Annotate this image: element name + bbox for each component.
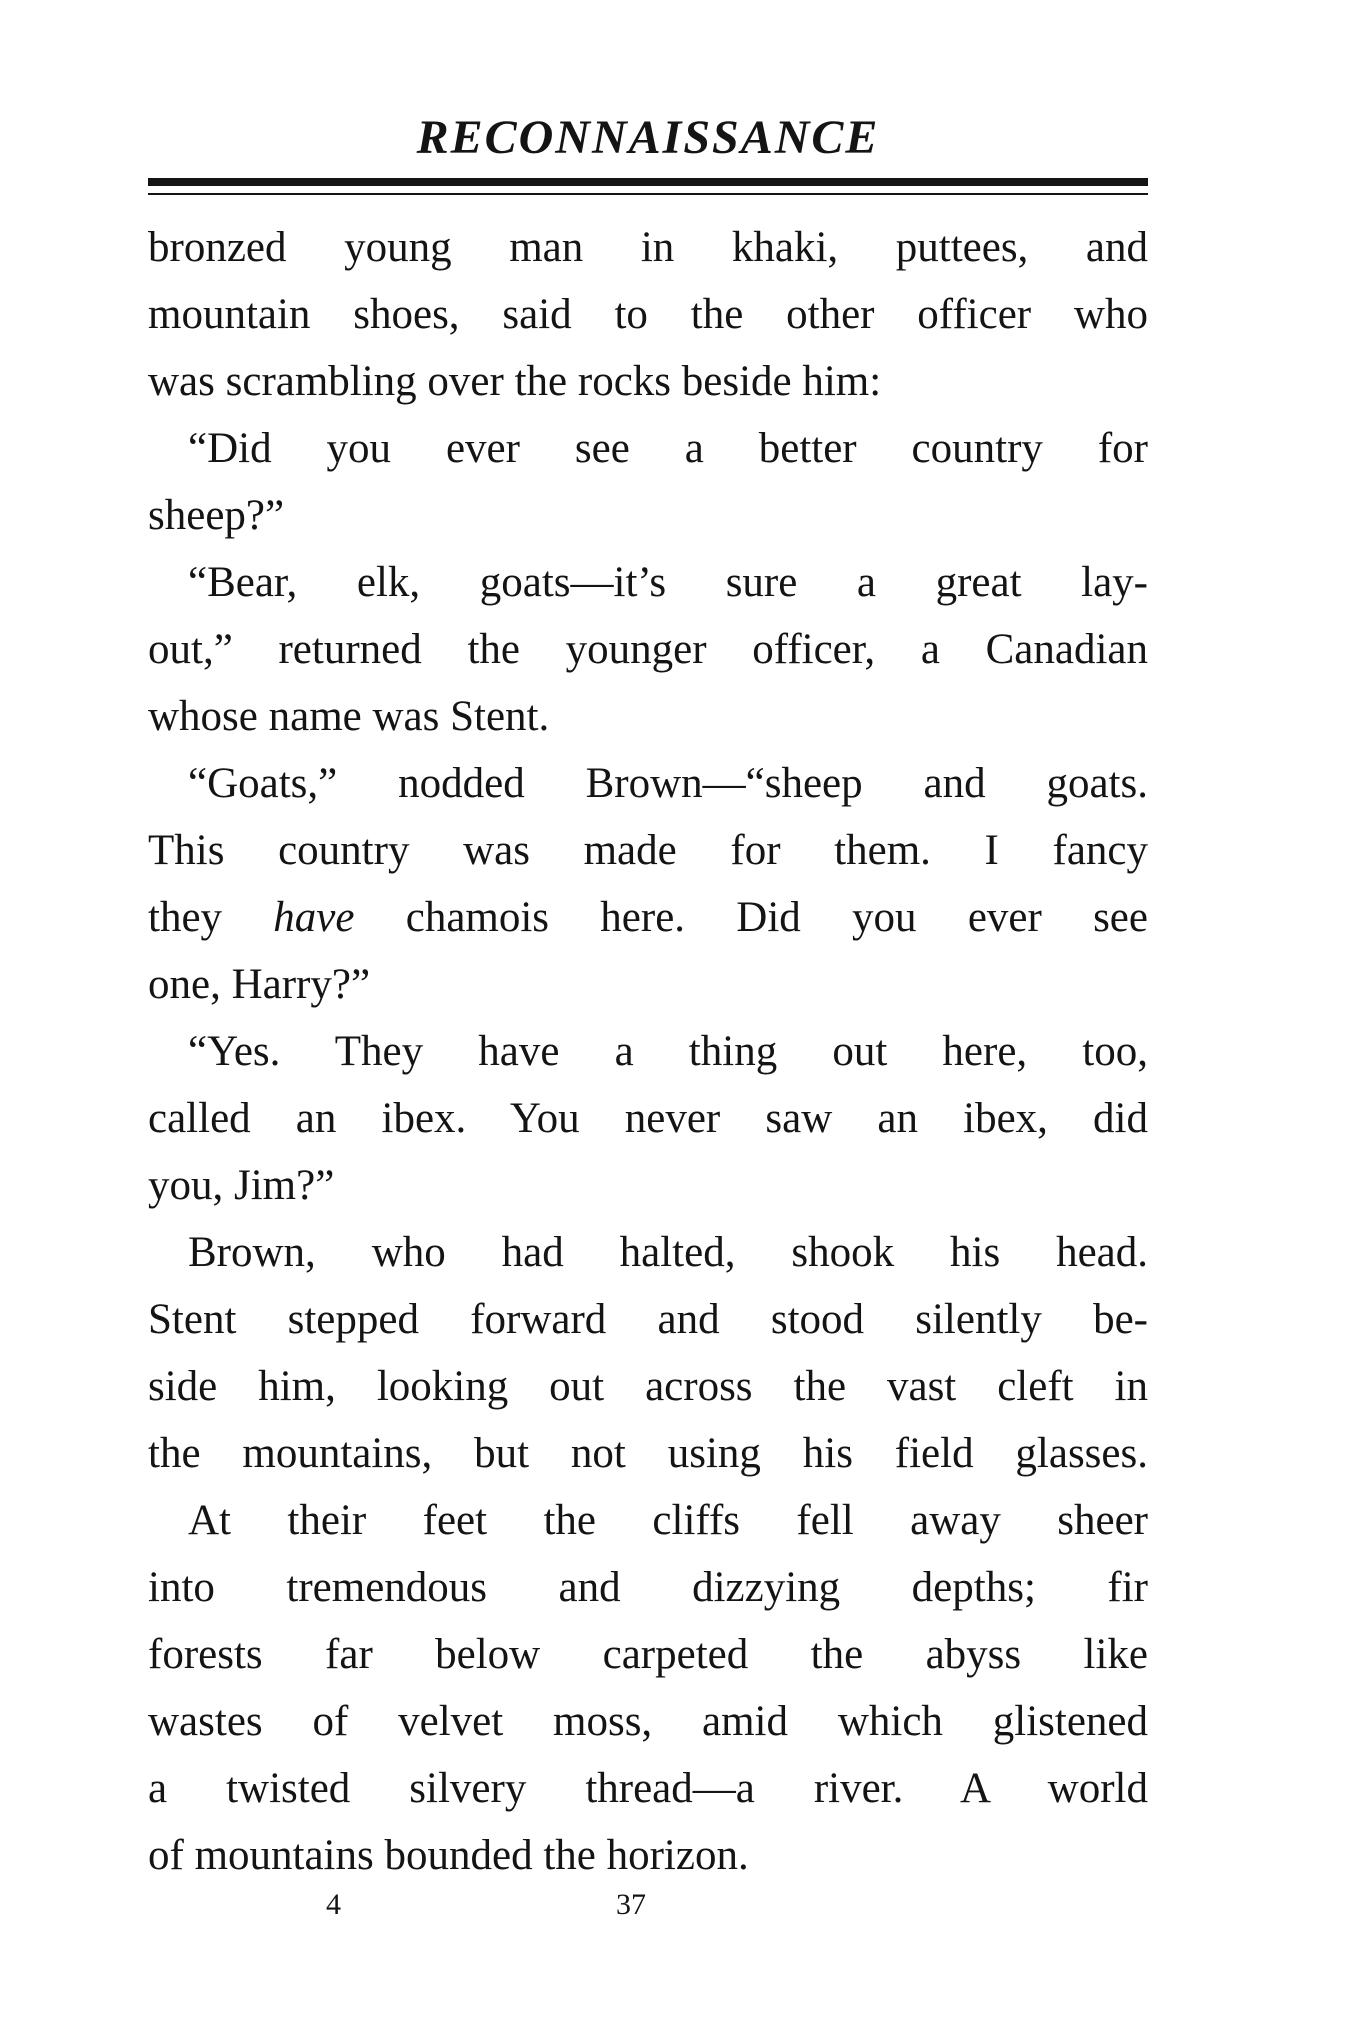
text-line: side him, looking out across the vast cleft in xyxy=(148,1363,1148,1410)
text-line: of mountains bounded the horizon. xyxy=(148,1832,749,1879)
text-fragment: chamois here. Did you ever see xyxy=(354,894,1148,941)
header-rule-thick xyxy=(148,178,1148,186)
text-line: whose name was Stent. xyxy=(148,693,550,740)
signature-mark: 4 xyxy=(326,1888,341,1921)
text-line: out,” returned the younger officer, a Canadian xyxy=(148,626,1148,673)
text-line: bronzed young man in khaki, puttees, and xyxy=(148,224,1148,271)
text-line: was scrambling over the rocks beside him: xyxy=(148,358,882,405)
running-head: RECONNAISSANCE xyxy=(416,111,880,164)
text-line: “Yes. They have a thing out here, too, xyxy=(188,1028,1148,1075)
header-rule-thin xyxy=(148,193,1148,195)
text-fragment: they xyxy=(148,894,274,941)
text-line: Stent stepped forward and stood silently be- xyxy=(148,1296,1148,1343)
text-line: “Did you ever see a better country for xyxy=(188,425,1148,472)
page-number: 37 xyxy=(616,1888,646,1921)
text-line: wastes of velvet moss, amid which glistened xyxy=(148,1698,1148,1745)
text-line: This country was made for them. I fancy xyxy=(148,827,1148,874)
text-line: a twisted silvery thread—a river. A world xyxy=(148,1765,1148,1812)
text-line: “Bear, elk, goats—it’s sure a great lay- xyxy=(188,559,1148,606)
text-line: you, Jim?” xyxy=(148,1162,335,1209)
text-line: forests far below carpeted the abyss like xyxy=(148,1631,1148,1678)
text-line: into tremendous and dizzying depths; fir xyxy=(148,1564,1148,1611)
text-line: one, Harry?” xyxy=(148,961,371,1008)
text-line: At their feet the cliffs fell away sheer xyxy=(188,1497,1148,1544)
emphasis-word: have xyxy=(273,894,355,941)
text-line: the mountains, but not using his field glasses. xyxy=(148,1430,1148,1477)
text-line: called an ibex. You never saw an ibex, did xyxy=(148,1095,1148,1142)
text-line: “Goats,” nodded Brown—“sheep and goats. xyxy=(188,760,1148,807)
text-line-with-emphasis xyxy=(148,884,1148,951)
text-line: sheep?” xyxy=(148,492,285,539)
text-line: mountain shoes, said to the other officer who xyxy=(148,291,1148,338)
body-text xyxy=(148,214,1148,1889)
text-line: Brown, who had halted, shook his head. xyxy=(188,1229,1148,1276)
